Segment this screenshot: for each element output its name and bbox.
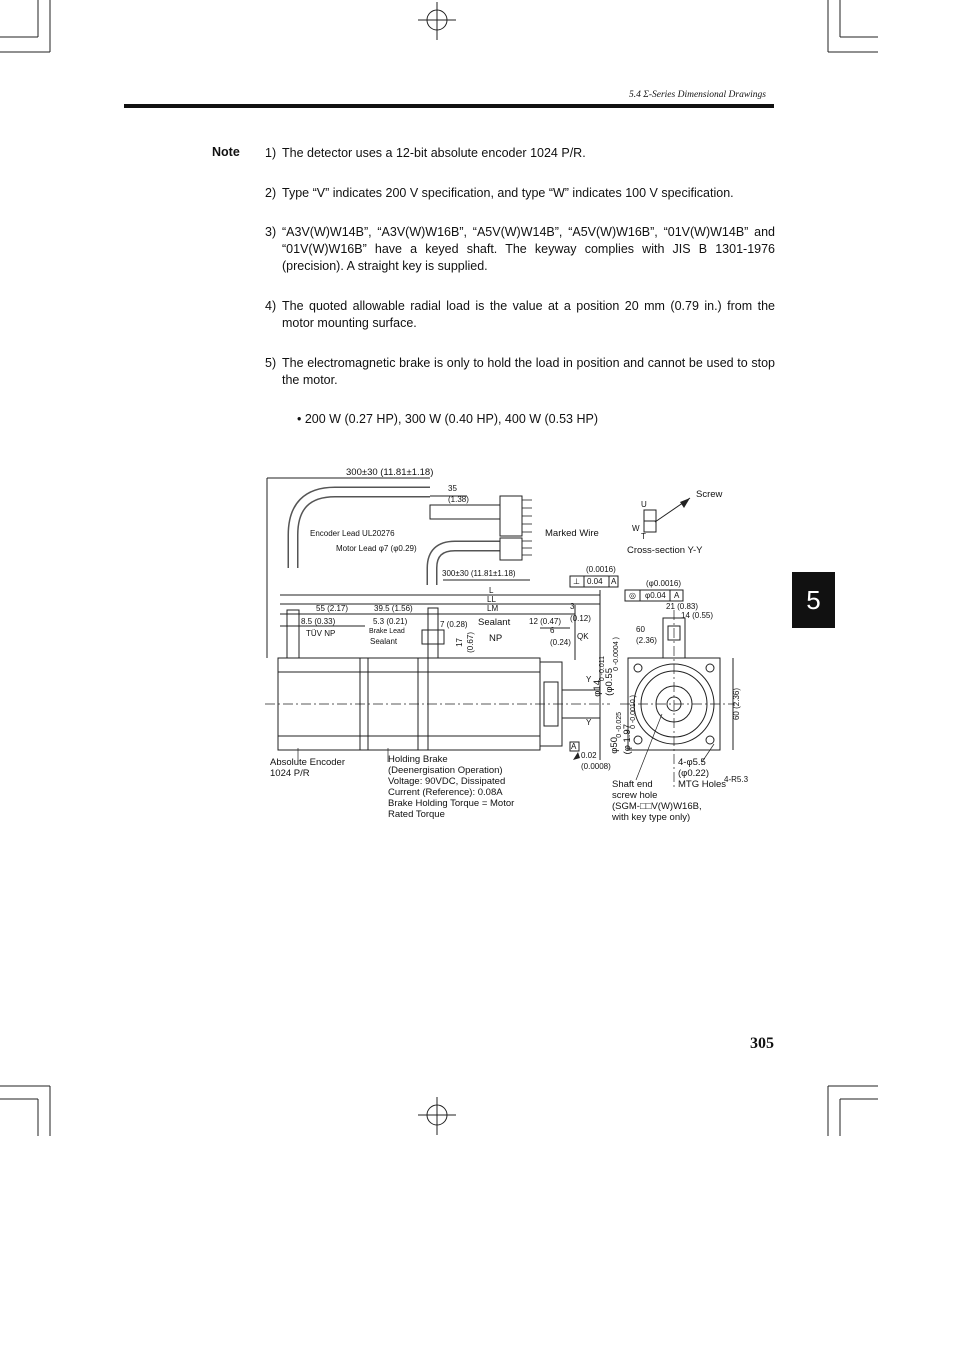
datum-a: A: [611, 577, 617, 586]
shaft-tolerance-inch: 0 -0.0004 ): [613, 637, 620, 671]
dim-17: 17: [455, 638, 464, 647]
dim-21: 21 (0.83): [666, 602, 699, 611]
terminal-t: T: [641, 532, 646, 541]
conc-tol-inch: (φ0.0016): [646, 579, 681, 588]
note-text: The electromagnetic brake is only to hold the load in position and cannot be used to stop the motor.: [282, 356, 775, 387]
section-mark-y-1: Y: [586, 675, 592, 684]
perp-tol-inch: (0.0016): [586, 565, 616, 574]
encoder-lead-label: Encoder Lead UL20276: [310, 529, 395, 538]
dim-6: 6: [550, 626, 555, 635]
shaft-diameter-inch: (φ0.55: [604, 668, 615, 696]
holding-brake-label: Holding Brake (Deenergisation Operation) Voltage: 90VDC, Dissipated Current (Reference): 0.08A Brake Holding Torque = Motor Rated Torque: [388, 754, 515, 820]
np-label: NP: [489, 633, 503, 644]
perpendicularity-symbol: ⊥: [573, 577, 580, 586]
chapter-tab: 5: [792, 572, 835, 628]
terminal-u: U: [641, 500, 647, 509]
note-number: 3): [265, 225, 277, 239]
spigot-diameter-inch: (φ 1.97: [622, 724, 633, 755]
note-number: 4): [265, 299, 277, 313]
corner-radius-label: 4-R5.3: [724, 775, 749, 784]
dim-35: 35: [448, 484, 457, 493]
dim-55: 55 (2.17): [316, 604, 349, 613]
tuv-np-label: TÜV NP: [306, 629, 336, 638]
note-text: “A3V(W)W14B”, “A3V(W)W16B”, “A5V(W)W14B”, “A5V(W)W16B”, “01V(W)W14B” and “01V(W)W16B” have a keyed shaft. The keyway complies with JIS B 1301-1976 (precision). A straight key is supplied.: [282, 225, 775, 273]
section-header: 5.4 Σ-Series Dimensional Drawings: [628, 90, 766, 100]
terminal-w: W: [632, 524, 640, 533]
marked-wire-label: Marked Wire: [545, 528, 599, 539]
spigot-tolerance-inch: 0 -0.0010 ): [630, 695, 637, 729]
shaft-diameter: φ14: [592, 680, 603, 697]
dim-3: 3: [570, 602, 575, 611]
concentricity-symbol: ◎: [629, 591, 636, 600]
note-label: Note: [212, 145, 240, 159]
motor-rating-bullet: • 200 W (0.27 HP), 300 W (0.40 HP), 400 W (0.53 HP): [297, 412, 599, 426]
runout-tol: 0.02: [581, 751, 597, 760]
spigot-tolerance: 0 -0.025: [616, 712, 623, 738]
note-text: The quoted allowable radial load is the value at a position 20 mm (0.79 in.) from the motor mounting surface.: [282, 299, 775, 330]
shaft-end-label: Shaft end screw hole (SGM-□□V(W)W16B, with key type only): [612, 779, 702, 823]
motor-lead-label: Motor Lead φ7 (φ0.29): [336, 544, 417, 553]
note-text: The detector uses a 12-bit absolute encoder 1024 P/R.: [282, 146, 586, 160]
runout-tol-inch: (0.0008): [581, 762, 611, 771]
dim-14: 14 (0.55): [681, 611, 714, 620]
dim-60-inch: (2.36): [636, 636, 657, 645]
dim-7: 7 (0.28): [440, 620, 468, 629]
datum-a-3: A: [571, 742, 577, 751]
dim-6-inch: (0.24): [550, 638, 571, 647]
note-number: 5): [265, 356, 277, 370]
sealant-label-1: Sealant: [370, 637, 398, 646]
dim-39-5: 39.5 (1.56): [374, 604, 413, 613]
dim-ll: LL: [487, 595, 496, 604]
datum-a-2: A: [674, 591, 680, 600]
cable-length-2-label: 300±30 (11.81±1.18): [442, 569, 516, 578]
note-number: 2): [265, 186, 277, 200]
dim-17-inch: (0.67): [466, 632, 475, 653]
page-number: 305: [750, 1035, 774, 1052]
note-number: 1): [265, 146, 277, 160]
absolute-encoder-label: Absolute Encoder 1024 P/R: [270, 757, 345, 779]
screw-label: Screw: [696, 489, 723, 500]
mounting-holes-label: 4-φ5.5 (φ0.22) MTG Holes: [678, 757, 727, 790]
dim-60: 60: [636, 625, 645, 634]
conc-tol: φ0.04: [645, 591, 666, 600]
dim-3-inch: (0.12): [570, 614, 591, 623]
shaft-tolerance: 0 -0.011: [599, 656, 606, 682]
dim-60-side: 60 (2.36): [732, 688, 741, 721]
dim-8-5: 8.5 (0.33): [301, 617, 336, 626]
dim-12: 12 (0.47): [529, 617, 562, 626]
spigot-diameter: φ50: [609, 737, 620, 754]
dim-lm: LM: [487, 604, 499, 613]
dim-35-inch: (1.38): [448, 495, 469, 504]
qk-label: QK: [577, 632, 589, 641]
note-text: Type “V” indicates 200 V specification, and type “W” indicates 100 V specification.: [282, 186, 734, 200]
dim-l: L: [489, 586, 494, 595]
section-mark-y-2: Y: [586, 718, 592, 727]
dim-5-3: 5.3 (0.21): [373, 617, 408, 626]
perp-tol: 0.04: [587, 577, 603, 586]
cable-length-label: 300±30 (11.81±1.18): [346, 467, 434, 478]
cross-section-label: Cross-section Y-Y: [627, 545, 703, 556]
sealant-label-2: Sealant: [478, 617, 511, 628]
brake-lead-label: Brake Lead: [369, 628, 405, 635]
